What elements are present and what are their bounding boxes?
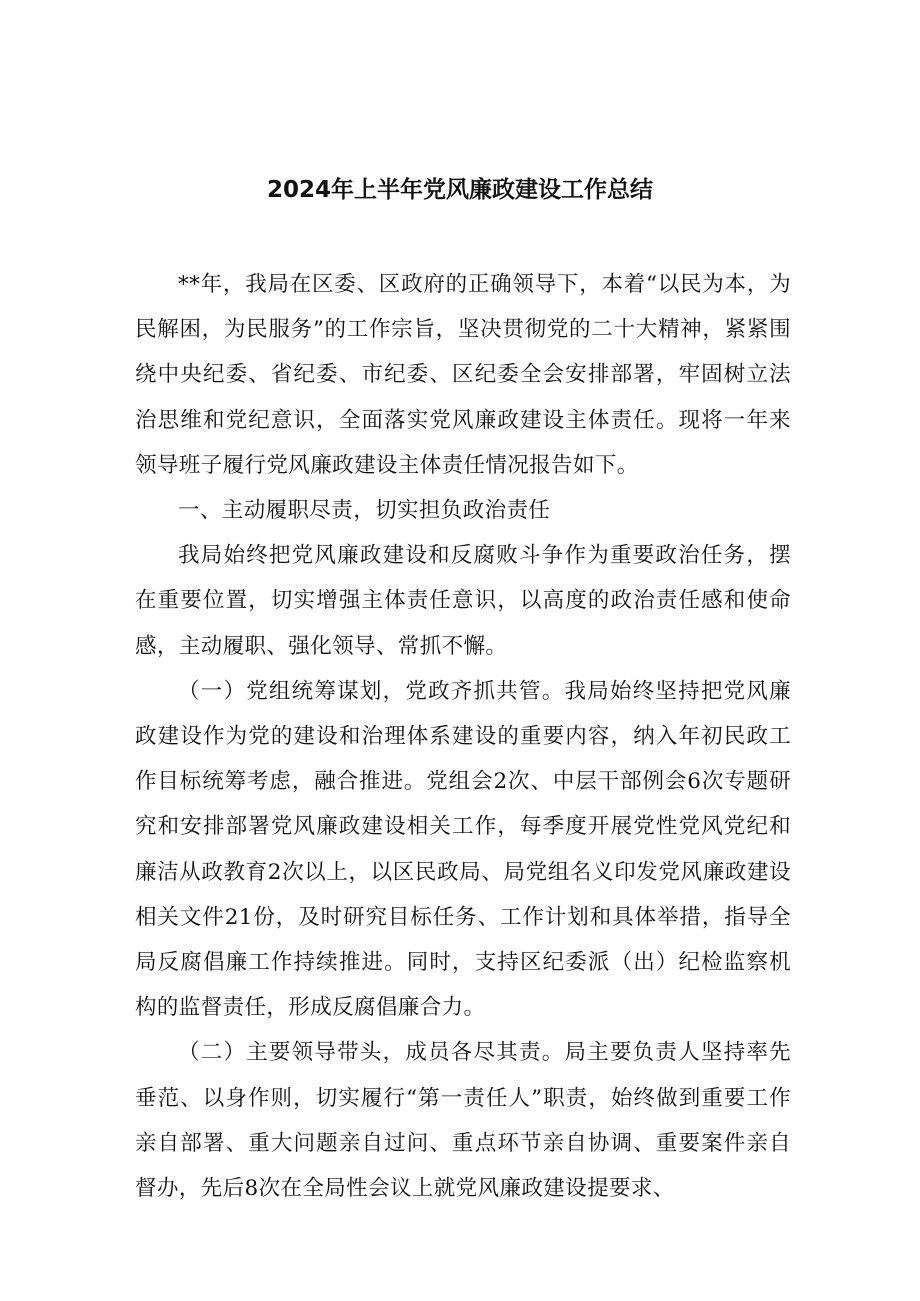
intro-paragraph: **年，我局在区委、区政府的正确领导下，本着“以民为本，为民解困，为民服务”的工作宗旨，坚决贯彻党的二十大精神，紧紧围绕中央纪委、省纪委、市纪委、区纪委全会安排部署，牢固树立法治思维和党纪意识，全面落实党风廉政建设主体责任。现将一年来领导班子履行党风廉政建设主体责任情况报告如下。 xyxy=(135,272,791,478)
section-intro-paragraph: 我局始终把党风廉政建设和反腐败斗争作为重要政治任务，摆在重要位置，切实增强主体责任意识，以高度的政治责任感和使命感，主动履职、强化领导、常抓不懈。 xyxy=(135,543,791,659)
item-1-paragraph: （一）党组统筹谋划，党政齐抓共管。我局始终坚持把党风廉政建设作为党的建设和治理体系建设的重要内容，纳入年初民政工作目标统筹考虑，融合推进。党组会2次、中层干部例会6次专题研究和安排部署党风廉政建设相关工作，每季度开展党性党风党纪和廉洁从政教育2次以上，以区民政局、局党组名义印发党风廉政建设相关文件21份，及时研究目标任务、工作计划和具体举措，指导全局反腐倡廉工作持续推进。同时，支持区纪委派（出）纪检监察机构的监督责任，形成反腐倡廉合力。 xyxy=(135,678,791,1021)
document-body xyxy=(135,262,791,1211)
item-2-paragraph: （二）主要领导带头，成员各尽其责。局主要负责人坚持率先垂范、以身作则，切实履行“第一责任人”职责，始终做到重要工作亲自部署、重大问题亲自过问、重点环节亲自协调、重要案件亲自督办，先后8次在全局性会议上就党风廉政建设提要求、 xyxy=(135,1040,791,1202)
document-title: 2024年上半年党风廉政建设工作总结 xyxy=(266,177,653,203)
section-heading: 一、主动履职尽责，切实担负政治责任 xyxy=(178,498,551,524)
